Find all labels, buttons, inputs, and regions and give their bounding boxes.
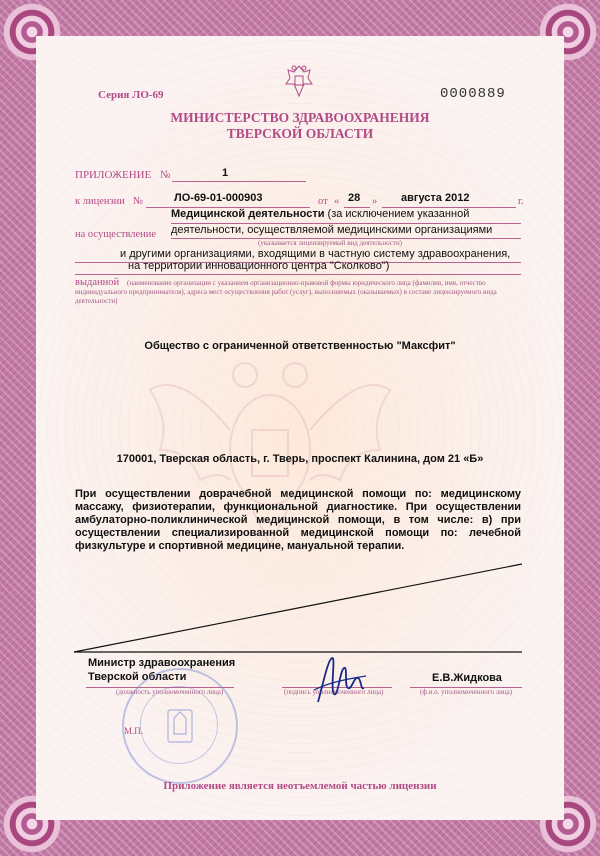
- appendix-no-sign: №: [160, 169, 171, 181]
- license-quote-open: «: [334, 196, 340, 207]
- issued-label: выданной: [75, 277, 120, 288]
- signature-hint: (подпись уполномоченного лица): [284, 688, 384, 696]
- diagonal-strike-line: [70, 560, 530, 660]
- footer-note: Приложение является неотъемлемой частью лицензии: [163, 780, 437, 792]
- signatory-name: Е.В.Жидкова: [432, 672, 502, 684]
- position-hint: (должность уполномоченного лица): [116, 688, 224, 696]
- license-from: от: [318, 196, 328, 207]
- series-label: Серия ЛО-69: [98, 89, 164, 101]
- license-day: 28: [348, 192, 361, 204]
- license-label: к лицензии: [75, 196, 125, 207]
- mp-label: М.П.: [124, 726, 144, 736]
- name-hint: (ф.и.о. уполномоченного лица): [420, 688, 513, 696]
- activity-underline-4: [75, 274, 521, 275]
- ministry-title: [0, 110, 600, 142]
- signatory-position-line1: Министр здравоохранения: [88, 657, 236, 669]
- coat-of-arms-icon: [282, 62, 316, 100]
- official-seal: [122, 668, 238, 784]
- issued-hint: (наименование организации с указанием организационно-правовой формы юридического лица (фамилия, имя, отчество индивидуального предпринимателя), адреса мест осуществления работ (услуг), выполняемых (оказываемых) в составе лицензируемого вида деятельности): [75, 279, 497, 305]
- ministry-line2: ТВЕРСКОЙ ОБЛАСТИ: [226, 126, 374, 141]
- activity-bold: Медицинской деятельности: [171, 208, 325, 220]
- activity-line3: и другими организациями, входящими в частную систему здравоохранения,: [120, 248, 511, 260]
- ministry-line1: МИНИСТЕРСТВО ЗДРАВООХРАНЕНИЯ: [170, 110, 430, 125]
- activity-text1: (за исключением указанной: [324, 208, 470, 220]
- seal-emblem-icon: [164, 704, 196, 748]
- appendix-underline: [172, 181, 306, 182]
- organization-address: 170001, Тверская область, г. Тверь, проспект Калинина, дом 21 «Б»: [116, 453, 484, 465]
- license-year-suffix: г.: [518, 196, 524, 207]
- license-number: ЛО-69-01-000903: [174, 192, 263, 204]
- license-month-year: августа 2012: [401, 192, 470, 204]
- activity-hint: (указывается лицензируемый вид деятельности): [258, 239, 403, 247]
- activity-label: на осуществление: [75, 229, 157, 240]
- activity-line1: [171, 208, 469, 220]
- activity-line4: на территории инновационного центра "Сколково"): [128, 260, 390, 272]
- license-quote-close: »: [372, 196, 378, 207]
- appendix-value: 1: [222, 167, 229, 179]
- handwritten-signature: [310, 650, 370, 710]
- signatory-position-line2: Тверской области: [88, 671, 187, 683]
- organization-name: Общество с ограниченной ответственностью "Максфит": [144, 340, 456, 352]
- license-no-sign: №: [133, 196, 144, 207]
- appendix-label: ПРИЛОЖЕНИЕ: [75, 169, 152, 181]
- activity-line2: деятельности, осуществляемой медицинскими организациями: [171, 224, 493, 236]
- services-description: При осуществлении доврачебной медицинской помощи по: медицинскому массажу, физиотерапии, функциональной диагностике. При осуществлении амбулаторно-поликлинической медицинской помощи, в том числе: в) при осуществлении специализированной медицинской помощи по: лечебной физкультуре и спортивной медицине, мануальной терапии.: [75, 488, 521, 552]
- document-number: 0000889: [440, 86, 506, 102]
